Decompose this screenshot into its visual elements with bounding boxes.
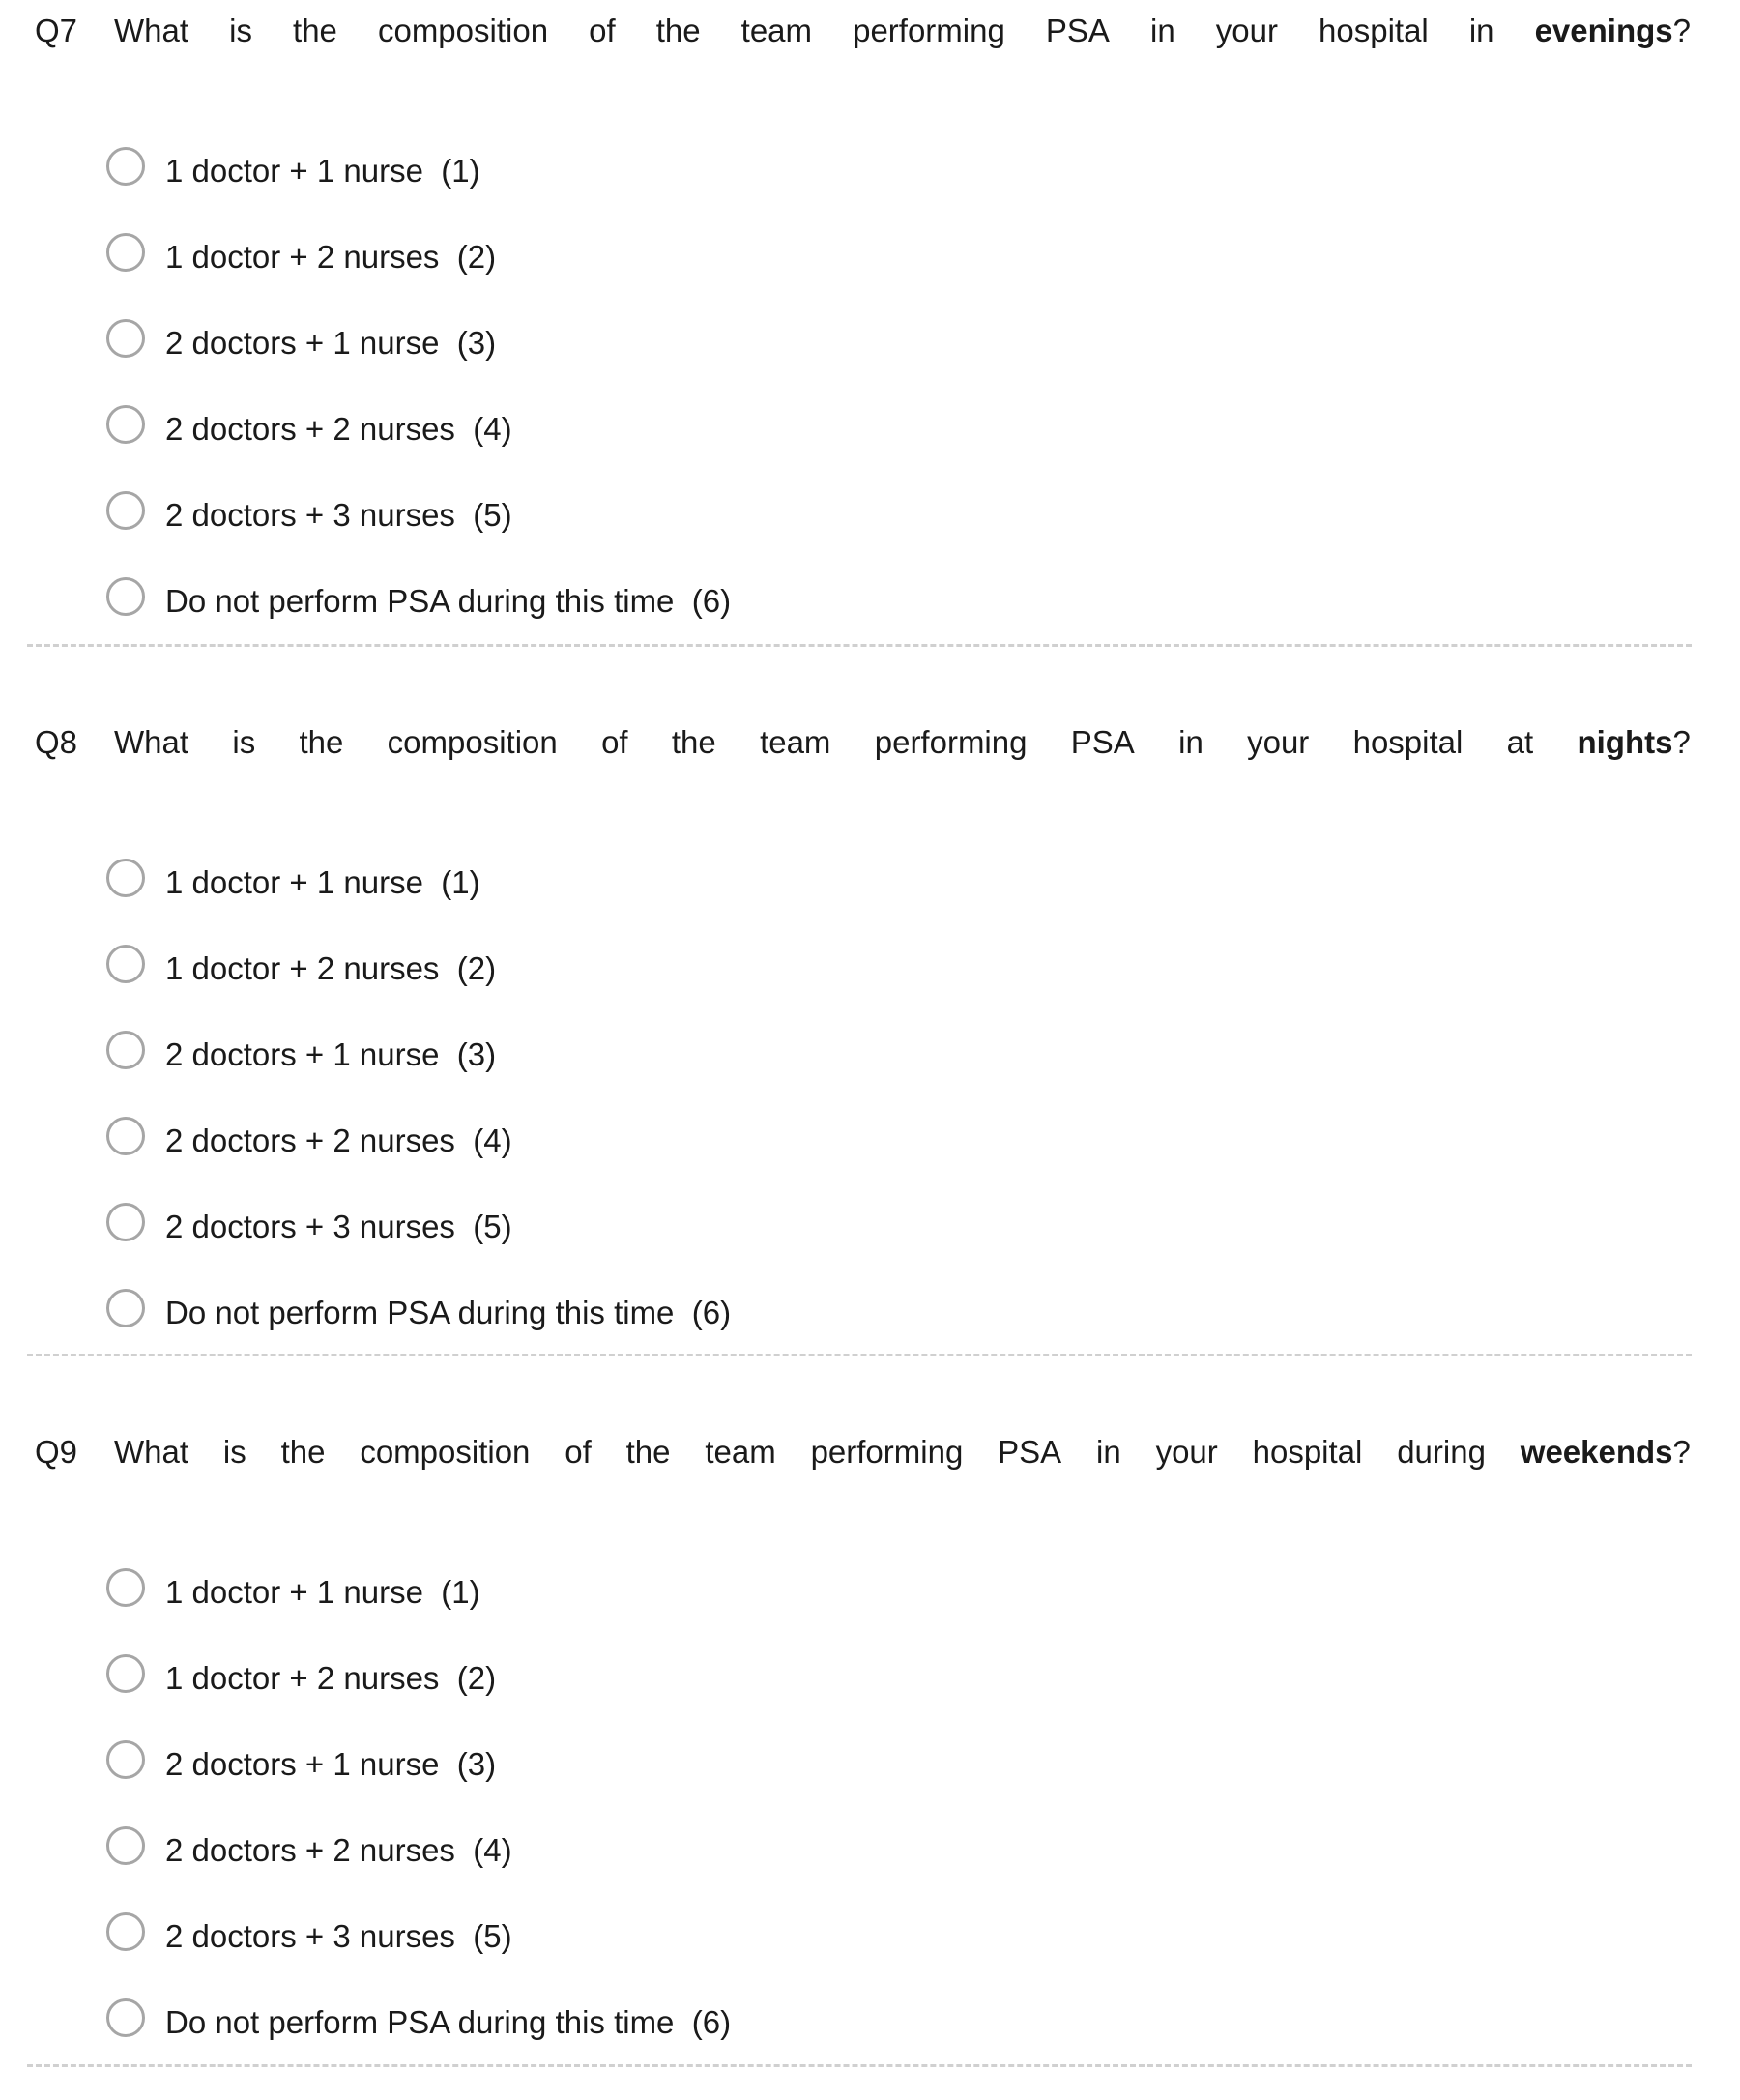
radio-button[interactable] (106, 491, 145, 530)
answer-option[interactable] (106, 1011, 731, 1097)
question-word: team (740, 13, 813, 48)
question-word: the (655, 13, 701, 48)
answer-option[interactable] (106, 839, 731, 925)
answer-option-label[interactable]: 1 doctor + 1 nurse (1) (165, 863, 480, 900)
answer-option-label[interactable]: 1 doctor + 1 nurse (1) (165, 152, 480, 189)
radio-button[interactable] (106, 405, 145, 444)
question-emphasis-group (1535, 13, 1691, 49)
radio-button[interactable] (106, 233, 145, 272)
answer-option-label[interactable]: 2 doctors + 2 nurses (4) (165, 1831, 512, 1868)
question-emphasis-group (1577, 724, 1690, 761)
answer-option[interactable] (106, 1893, 731, 1979)
question-end-mark: ? (1672, 724, 1691, 760)
answer-option-label[interactable]: Do not perform PSA during this time (6) (165, 2003, 732, 2040)
answer-option-label[interactable]: 1 doctor + 1 nurse (1) (165, 1573, 480, 1610)
question-end-mark: ? (1672, 1434, 1691, 1470)
question-emphasis: evenings (1534, 13, 1673, 48)
question-header (35, 714, 1691, 772)
answer-option-label[interactable]: 2 doctors + 1 nurse (3) (165, 1035, 497, 1072)
radio-button[interactable] (106, 1998, 145, 2037)
question-word: in (1096, 1434, 1121, 1470)
question-text (114, 1434, 1691, 1471)
question-emphasis: weekends (1520, 1434, 1673, 1470)
question-word: your (1247, 724, 1310, 760)
question-end-mark: ? (1672, 13, 1691, 48)
answer-option[interactable] (106, 925, 731, 1011)
answer-option[interactable] (106, 1635, 731, 1721)
answer-option-label[interactable]: 2 doctors + 1 nurse (3) (165, 324, 497, 361)
answer-options (106, 839, 731, 1356)
question-number: Q7 (35, 13, 78, 48)
question-word: PSA (1045, 13, 1110, 48)
question-word: the (299, 724, 344, 760)
answer-option-label[interactable]: 2 doctors + 3 nurses (5) (165, 1208, 512, 1244)
radio-button[interactable] (106, 859, 145, 897)
question-word: is (232, 724, 256, 760)
answer-option-label[interactable]: 2 doctors + 2 nurses (4) (165, 1122, 512, 1158)
question-text (114, 724, 1691, 761)
radio-button[interactable] (106, 1912, 145, 1951)
radio-button[interactable] (106, 1117, 145, 1155)
radio-button[interactable] (106, 1203, 145, 1241)
question-word: composition (387, 724, 558, 760)
question-text (114, 13, 1691, 49)
answer-option-label[interactable]: Do not perform PSA during this time (6) (165, 582, 732, 619)
question-emphasis-group (1521, 1434, 1691, 1471)
answer-option[interactable] (106, 1183, 731, 1269)
question-word: the (293, 13, 337, 48)
question-word: team (760, 724, 831, 760)
answer-options (106, 1549, 731, 2065)
answer-option[interactable] (106, 1721, 731, 1807)
question-word: What (114, 13, 189, 48)
answer-option[interactable] (106, 558, 731, 644)
question-word: hospital (1352, 724, 1464, 760)
question-word: is (229, 13, 252, 48)
question-word: the (671, 724, 716, 760)
question-number: Q8 (35, 724, 78, 760)
question-word: your (1215, 13, 1278, 48)
radio-button[interactable] (106, 147, 145, 186)
answer-option-label[interactable]: 2 doctors + 2 nurses (4) (165, 410, 512, 447)
question-number: Q9 (35, 1434, 78, 1470)
answer-option-label[interactable]: 1 doctor + 2 nurses (2) (165, 238, 497, 275)
question-word: of (589, 13, 616, 48)
radio-button[interactable] (106, 945, 145, 983)
question-header (35, 2, 1691, 60)
section-divider (27, 2064, 1692, 2067)
radio-button[interactable] (106, 1031, 145, 1069)
question-word: What (114, 724, 189, 760)
answer-option[interactable] (106, 1549, 731, 1635)
question-word: What (114, 1434, 189, 1470)
answer-option[interactable] (106, 386, 731, 472)
question-word: during (1397, 1434, 1486, 1470)
question-word: your (1155, 1434, 1218, 1470)
question-word: PSA (1070, 724, 1135, 760)
radio-button[interactable] (106, 319, 145, 358)
question-emphasis: nights (1577, 724, 1673, 760)
answer-option[interactable] (106, 1807, 731, 1893)
radio-button[interactable] (106, 577, 145, 616)
question-word: hospital (1252, 1434, 1363, 1470)
answer-option[interactable] (106, 1097, 731, 1183)
answer-options (106, 128, 731, 644)
section-divider (27, 644, 1692, 647)
answer-option-label[interactable]: 2 doctors + 1 nurse (3) (165, 1745, 497, 1782)
question-word: is (222, 1434, 246, 1470)
section-divider (27, 1354, 1692, 1356)
question-word: team (705, 1434, 776, 1470)
answer-option-label[interactable]: 2 doctors + 3 nurses (5) (165, 496, 512, 533)
question-header (35, 1423, 1691, 1481)
answer-option-label[interactable]: 2 doctors + 3 nurses (5) (165, 1917, 512, 1954)
answer-option[interactable] (106, 300, 731, 386)
radio-button[interactable] (106, 1289, 145, 1327)
answer-option[interactable] (106, 128, 731, 214)
question-word: of (565, 1434, 592, 1470)
answer-option[interactable] (106, 214, 731, 300)
radio-button[interactable] (106, 1568, 145, 1607)
question-word: performing (853, 13, 1005, 48)
question-word: at (1506, 724, 1534, 760)
radio-button[interactable] (106, 1826, 145, 1865)
question-word: performing (874, 724, 1028, 760)
question-word: composition (377, 13, 549, 48)
radio-button[interactable] (106, 1654, 145, 1693)
answer-option-label[interactable]: 1 doctor + 2 nurses (2) (165, 1659, 497, 1696)
answer-option[interactable] (106, 1979, 731, 2065)
answer-option[interactable] (106, 472, 731, 558)
question-word: in (1468, 13, 1494, 48)
question-word: PSA (998, 1434, 1062, 1470)
radio-button[interactable] (106, 1740, 145, 1779)
question-word: hospital (1319, 13, 1429, 48)
answer-option[interactable] (106, 1269, 731, 1356)
answer-option-label[interactable]: 1 doctor + 2 nurses (2) (165, 949, 497, 986)
question-word: in (1178, 724, 1204, 760)
question-word: the (280, 1434, 326, 1470)
question-word: the (625, 1434, 671, 1470)
answer-option-label[interactable]: Do not perform PSA during this time (6) (165, 1294, 732, 1330)
question-word: composition (360, 1434, 531, 1470)
question-word: performing (810, 1434, 964, 1470)
question-word: of (601, 724, 628, 760)
question-word: in (1150, 13, 1175, 48)
